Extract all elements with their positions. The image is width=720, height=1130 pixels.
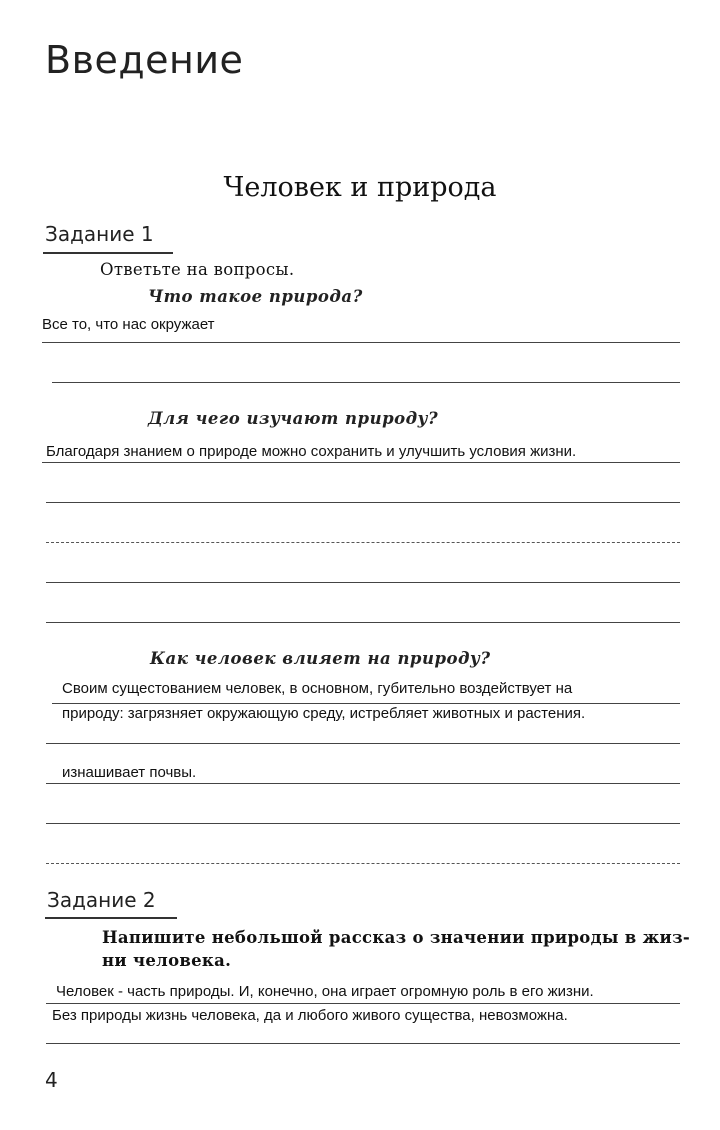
question-1: Что такое природа? bbox=[148, 287, 363, 306]
chapter-title: Человек и природа bbox=[223, 172, 497, 203]
answer-line bbox=[46, 783, 680, 784]
question-2: Для чего изучают природу? bbox=[148, 409, 439, 428]
answer-line bbox=[46, 542, 680, 543]
answer-line bbox=[46, 582, 680, 583]
answer-line bbox=[42, 342, 680, 343]
task1-instruction: Ответьте на вопросы. bbox=[100, 260, 295, 279]
answer-line bbox=[46, 622, 680, 623]
task1-label: Задание 1 bbox=[45, 222, 154, 246]
answer-line bbox=[46, 743, 680, 744]
answer-line bbox=[52, 382, 680, 383]
task2-underline bbox=[45, 917, 177, 919]
answer-3-line-1[interactable]: Своим сущестованием человек, в основном, губительно воздействует на bbox=[62, 680, 573, 697]
answer-line bbox=[52, 703, 680, 704]
page-number: 4 bbox=[45, 1068, 58, 1092]
answer-line bbox=[46, 502, 680, 503]
answer-1-line-1[interactable]: Все то, что нас окружает bbox=[42, 316, 215, 333]
answer-line bbox=[42, 462, 680, 463]
answer-line bbox=[46, 823, 680, 824]
answer-3-line-3[interactable]: изнашивает почвы. bbox=[62, 764, 197, 781]
section-title: Введение bbox=[45, 38, 244, 82]
answer-line bbox=[46, 863, 680, 864]
answer-2-line-1[interactable]: Благодаря знанием о природе можно сохранить и улучшить условия жизни. bbox=[46, 443, 577, 460]
question-3: Как человек влияет на природу? bbox=[150, 649, 491, 668]
task2-label: Задание 2 bbox=[47, 888, 156, 912]
task2-instruction-line-1: Напишите небольшой рассказ о значении природы в жиз- bbox=[102, 928, 691, 947]
answer-3-line-2[interactable]: природу: загрязняет окружающую среду, истребляет животных и растения. bbox=[62, 705, 586, 722]
answer-line bbox=[46, 1003, 680, 1004]
task2-answer-line-2[interactable]: Без природы жизнь человека, да и любого живого существа, невозможна. bbox=[52, 1007, 568, 1024]
task2-instruction-line-2: ни человека. bbox=[102, 951, 232, 970]
task2-answer-line-1[interactable]: Человек - часть природы. И, конечно, она играет огромную роль в его жизни. bbox=[56, 983, 594, 1000]
task1-underline bbox=[43, 252, 173, 254]
answer-line bbox=[46, 1043, 680, 1044]
